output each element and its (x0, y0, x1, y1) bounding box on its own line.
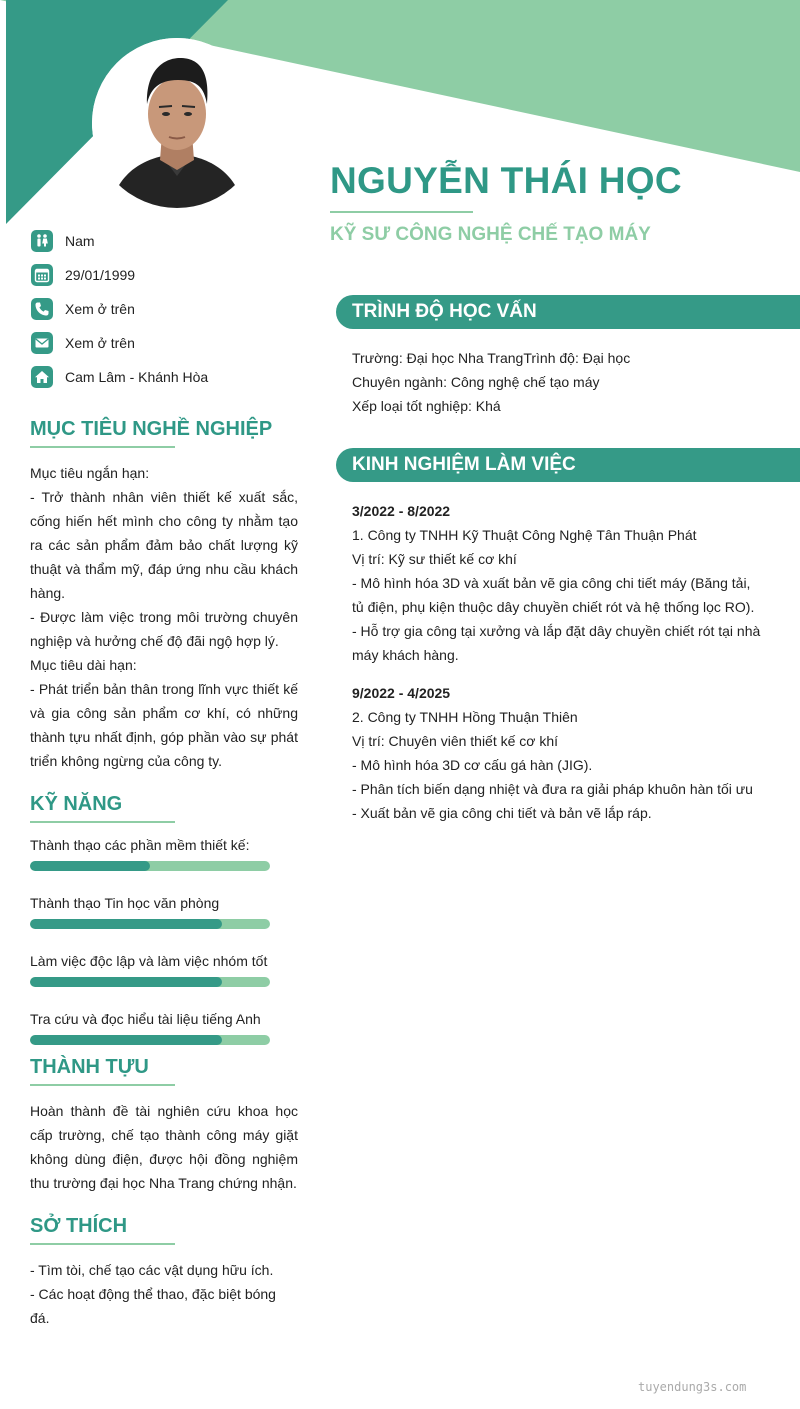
job-entry (352, 499, 762, 667)
objective-long-label: Mục tiêu dài hạn: (30, 657, 137, 673)
job-company: 1. Công ty TNHH Kỹ Thuật Công Nghệ Tân Thuận Phát (352, 527, 697, 543)
job-duty: - Xuất bản vẽ gia công chi tiết và bản vẽ lắp ráp. (352, 805, 652, 821)
section-underline (30, 1084, 175, 1086)
skill-label: Làm việc độc lập và làm việc nhóm tốt (30, 953, 268, 969)
section-underline (30, 446, 175, 448)
contact-email (31, 326, 301, 360)
skill-bar-fill (30, 861, 150, 871)
contact-list (31, 224, 301, 394)
skill-item (30, 893, 298, 929)
job-position: Vị trí: Kỹ sư thiết kế cơ khí (352, 551, 517, 567)
watermark: tuyendung3s.com (638, 1380, 747, 1394)
hobbies-section (30, 1215, 298, 1330)
objective-short-label: Mục tiêu ngắn hạn: (30, 465, 150, 481)
skill-bar (30, 1035, 270, 1045)
contact-address (31, 360, 301, 394)
job-duty: - Mô hình hóa 3D và xuất bản vẽ gia công chi tiết máy (Băng tải, tủ điện, phụ kiện thuộc dây chuyền chiết rót và hệ thống lọc RO). (352, 575, 755, 615)
skill-item (30, 835, 298, 871)
avatar (92, 38, 262, 208)
skill-label: Thành thạo Tin học văn phòng (30, 895, 220, 911)
phone-text: Xem ở trên (65, 301, 135, 317)
skill-bar (30, 919, 270, 929)
job-duty: - Phân tích biến dạng nhiệt và đưa ra giải pháp khuôn hàn tối ưu (352, 781, 753, 797)
contact-gender (31, 224, 301, 258)
address-text: Cam Lâm - Khánh Hòa (65, 369, 209, 385)
experience-header (336, 448, 800, 482)
section-title-hobbies: SỞ THÍCH (30, 1215, 128, 1237)
section-underline (30, 1243, 175, 1245)
education-header (336, 295, 800, 329)
objective-short-item: - Trở thành nhân viên thiết kế xuất sắc, cống hiến hết mình cho công ty nhằm tạo ra các sản phẩm đảm bảo chất lượng kỹ thuật và thẩm mỹ, đáp ứng nhu cầu khách hàng. (30, 489, 298, 601)
job-duty: - Hỗ trợ gia công tại xưởng và lắp đặt dây chuyền chiết rót tại nhà máy khách hàng. (352, 623, 761, 663)
section-title-objective: MỤC TIÊU NGHỀ NGHIỆP (30, 418, 273, 440)
job-entry (352, 681, 762, 825)
phone-icon (31, 298, 53, 320)
skill-item (30, 1009, 298, 1045)
skills-section (30, 793, 298, 1067)
skill-item (30, 951, 298, 987)
objective-short-item: - Được làm việc trong môi trường chuyên nghiệp và hưởng chế độ đãi ngộ hợp lý. (30, 609, 298, 649)
email-text: Xem ở trên (65, 335, 135, 351)
home-icon (31, 366, 53, 388)
section-underline (30, 821, 175, 823)
skill-label: Tra cứu và đọc hiểu tài liệu tiếng Anh (30, 1011, 261, 1027)
section-title-skills: KỸ NĂNG (30, 793, 123, 815)
objective-section (30, 418, 298, 773)
hobby-item: - Các hoạt động thể thao, đặc biệt bóng đá. (30, 1286, 276, 1326)
section-title-education: TRÌNH ĐỘ HỌC VẤN (352, 301, 537, 322)
job-period: 3/2022 - 8/2022 (352, 503, 451, 519)
education-content (352, 346, 762, 418)
section-title-experience: KINH NGHIỆM LÀM VIỆC (352, 454, 576, 475)
experience-content (352, 499, 762, 825)
gender-icon (31, 230, 53, 252)
calendar-icon (31, 264, 53, 286)
section-title-achievements: THÀNH TỰU (30, 1056, 149, 1078)
skill-bar-fill (30, 977, 222, 987)
education-line: Chuyên ngành: Công nghệ chế tạo máy (352, 374, 600, 390)
contact-birthday (31, 258, 301, 292)
name-underline (330, 211, 473, 213)
skill-bar-fill (30, 919, 222, 929)
job-position: Vị trí: Chuyên viên thiết kế cơ khí (352, 733, 559, 749)
contact-phone (31, 292, 301, 326)
candidate-name: NGUYỄN THÁI HỌC (330, 160, 682, 201)
education-line: Trường: Đại học Nha TrangTrình độ: Đại học (352, 350, 631, 366)
skill-bar-fill (30, 1035, 222, 1045)
skill-bar (30, 861, 270, 871)
skill-label: Thành thạo các phần mềm thiết kế: (30, 837, 250, 853)
objective-long-item: - Phát triển bản thân trong lĩnh vực thiết kế và gia công sản phẩm cơ khí, có những thành tựu nhất định, góp phần vào sự phát triển không ngừng của công ty. (30, 681, 298, 769)
portrait-photo (92, 38, 262, 208)
birthday-text: 29/01/1999 (65, 267, 136, 283)
job-period: 9/2022 - 4/2025 (352, 685, 451, 701)
job-duty: - Mô hình hóa 3D cơ cấu gá hàn (JIG). (352, 757, 593, 773)
skill-bar (30, 977, 270, 987)
hobby-item: - Tìm tòi, chế tạo các vật dụng hữu ích. (30, 1262, 274, 1278)
gender-text: Nam (65, 233, 95, 249)
job-company: 2. Công ty TNHH Hồng Thuận Thiên (352, 709, 578, 725)
email-icon (31, 332, 53, 354)
education-line: Xếp loại tốt nghiệp: Khá (352, 398, 501, 414)
job-title: KỸ SƯ CÔNG NGHỆ CHẾ TẠO MÁY (330, 224, 651, 245)
achievements-text: Hoàn thành đề tài nghiên cứu khoa học cấp trường, chế tạo thành công máy giặt không dùng điện, được hội đồng nghiệm thu trường đại học Nha Trang chứng nhận. (30, 1103, 298, 1191)
achievements-section (30, 1056, 298, 1195)
